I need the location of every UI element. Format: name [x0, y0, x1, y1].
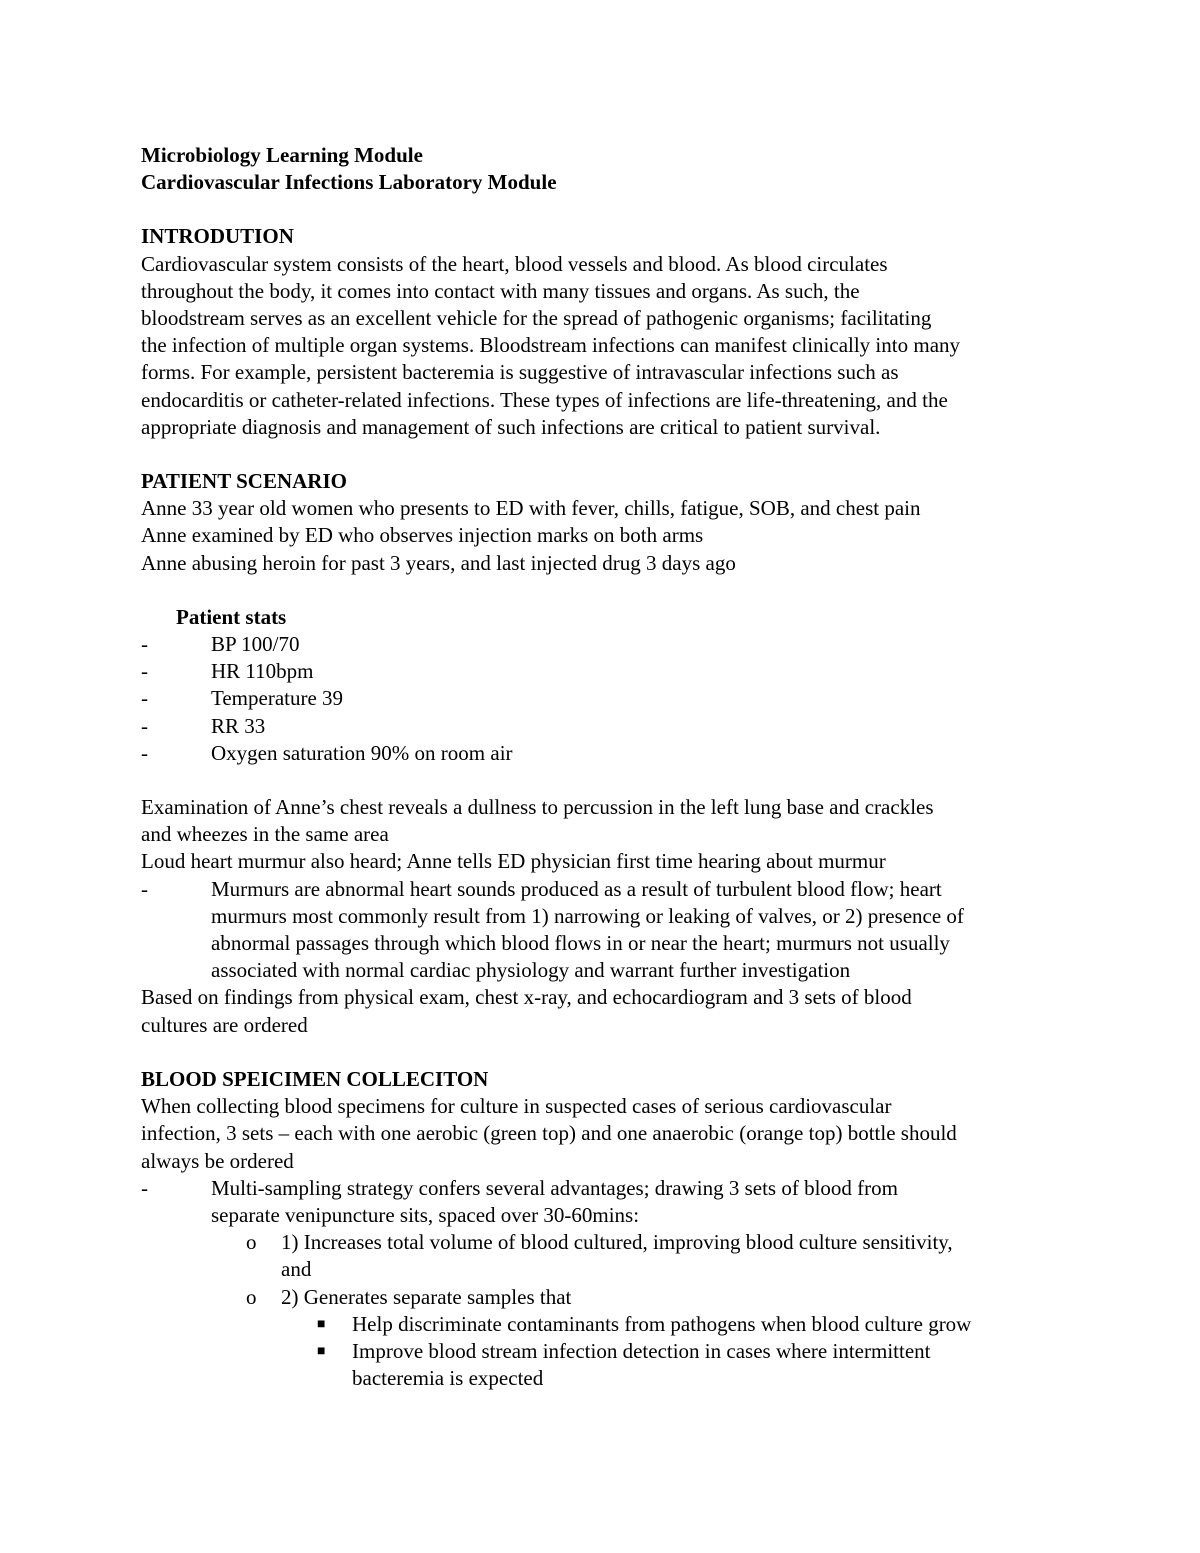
dash-marker: -: [141, 1175, 148, 1200]
exam-line: and wheezes in the same area: [141, 822, 389, 847]
findings-line: cultures are ordered: [141, 1012, 308, 1037]
circle-bullet-icon: o: [246, 1284, 257, 1309]
spacer: [141, 441, 1076, 468]
intro-line: the infection of multiple organ systems. Bloodstream infections can manifest clinically into many: [141, 333, 961, 358]
patient-stats-heading: Patient stats: [176, 604, 287, 629]
stat-text: Oxygen saturation 90% on room air: [211, 740, 513, 765]
sub-list-item: [141, 1284, 1076, 1311]
sub-list-line: and: [281, 1257, 312, 1282]
nested-list-line: Improve blood stream infection detection in cases where intermittent: [352, 1338, 931, 1363]
intro-line: bloodstream serves as an excellent vehicle for the spread of pathogenic organisms; facilitating: [141, 306, 932, 331]
spacer: [141, 1039, 1076, 1066]
dash-marker: -: [141, 713, 148, 738]
collection-heading: BLOOD SPEICIMEN COLLECITON: [141, 1066, 489, 1091]
document-page: [141, 142, 1076, 1392]
scenario-heading: PATIENT SCENARIO: [141, 469, 347, 494]
murmur-note: [141, 876, 1076, 985]
dash-marker: -: [141, 740, 148, 765]
sub-list-line: 1) Increases total volume of blood cultured, improving blood culture sensitivity,: [281, 1230, 953, 1255]
stat-item: [141, 658, 1076, 685]
document-title: Microbiology Learning Module: [141, 143, 423, 167]
exam-line: Examination of Anne’s chest reveals a dullness to percussion in the left lung base and crackles: [141, 795, 934, 820]
scenario-line: Anne examined by ED who observes injection marks on both arms: [141, 523, 704, 548]
murmur-note-line: abnormal passages through which blood flows in or near the heart; murmurs not usually: [211, 931, 950, 956]
stat-item: [141, 685, 1076, 712]
strategy-line: separate venipuncture sits, spaced over 30-60mins:: [211, 1202, 640, 1227]
intro-heading: INTRODUTION: [141, 224, 294, 249]
collection-line: always be ordered: [141, 1148, 294, 1173]
spacer: [141, 196, 1076, 223]
murmur-note-line: murmurs most commonly result from 1) narrowing or leaking of valves, or 2) presence of: [211, 903, 964, 928]
murmur-note-line: associated with normal cardiac physiology and warrant further investigation: [211, 958, 851, 983]
stat-text: HR 110bpm: [211, 659, 314, 684]
stat-item: [141, 631, 1076, 658]
spacer: [141, 577, 1076, 604]
intro-line: endocarditis or catheter-related infections. These types of infections are life-threatening, and the: [141, 387, 948, 412]
intro-line: throughout the body, it comes into contact with many tissues and organs. As such, the: [141, 278, 860, 303]
sub-list-item: [141, 1229, 1076, 1283]
nested-list-item: [141, 1338, 1076, 1392]
exam-line: Loud heart murmur also heard; Anne tells ED physician first time hearing about murmur: [141, 849, 886, 874]
nested-list-line: Help discriminate contaminants from pathogens when blood culture grow: [352, 1311, 972, 1336]
murmur-note-line: Murmurs are abnormal heart sounds produced as a result of turbulent blood flow; heart: [211, 876, 942, 901]
stat-text: Temperature 39: [211, 686, 344, 711]
stat-text: BP 100/70: [211, 632, 300, 657]
scenario-line: Anne abusing heroin for past 3 years, and last injected drug 3 days ago: [141, 550, 736, 575]
spacer: [141, 767, 1076, 794]
nested-list-item: [141, 1311, 1076, 1338]
strategy-note: [141, 1175, 1076, 1229]
square-bullet-icon: ■: [317, 1343, 326, 1359]
stat-text: RR 33: [211, 713, 266, 738]
dash-marker: -: [141, 659, 148, 684]
document-subtitle: Cardiovascular Infections Laboratory Module: [141, 170, 557, 195]
collection-line: infection, 3 sets – each with one aerobic (green top) and one anaerobic (orange top) bottle should: [141, 1121, 957, 1146]
collection-line: When collecting blood specimens for culture in suspected cases of serious cardiovascular: [141, 1094, 892, 1119]
circle-bullet-icon: o: [246, 1230, 257, 1255]
stat-item: [141, 713, 1076, 740]
intro-line: forms. For example, persistent bacteremia is suggestive of intravascular infections such as: [141, 360, 899, 385]
dash-marker: -: [141, 686, 148, 711]
nested-list-line: bacteremia is expected: [352, 1366, 544, 1391]
dash-marker: -: [141, 632, 148, 657]
sub-list-line: 2) Generates separate samples that: [281, 1284, 572, 1309]
scenario-line: Anne 33 year old women who presents to ED with fever, chills, fatigue, SOB, and chest pain: [141, 496, 921, 521]
intro-line: appropriate diagnosis and management of such infections are critical to patient survival.: [141, 414, 881, 439]
strategy-line: Multi-sampling strategy confers several advantages; drawing 3 sets of blood from: [211, 1175, 898, 1200]
square-bullet-icon: ■: [317, 1316, 326, 1332]
dash-marker: -: [141, 876, 148, 901]
findings-line: Based on findings from physical exam, chest x-ray, and echocardiogram and 3 sets of blood: [141, 985, 912, 1010]
intro-line: Cardiovascular system consists of the heart, blood vessels and blood. As blood circulates: [141, 251, 888, 276]
stat-item: [141, 740, 1076, 767]
